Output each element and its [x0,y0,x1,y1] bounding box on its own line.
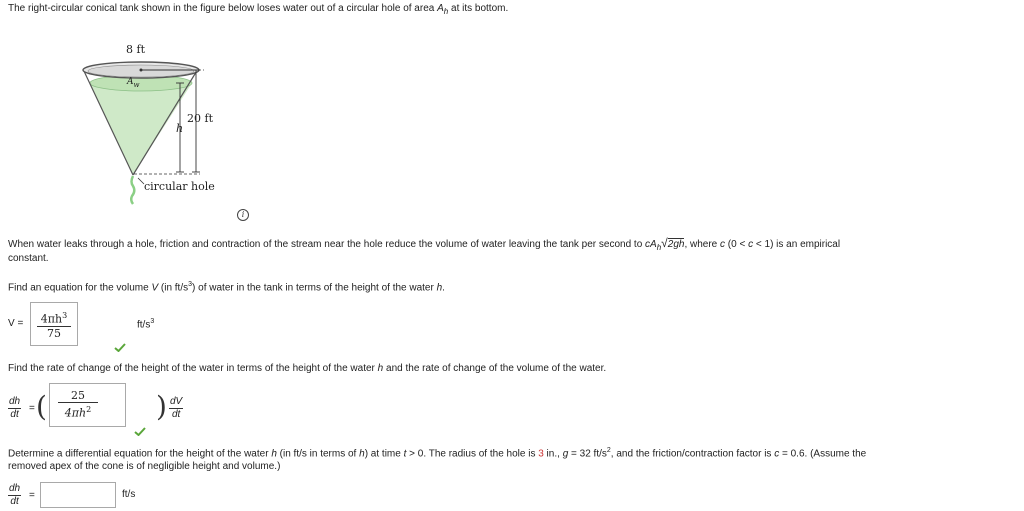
q3-var-h2: h [359,448,365,460]
intro-pre: The right-circular conical tank shown in the figure below loses water out of a circular hole of area [8,3,438,14]
intro-text [8,3,508,16]
q2-prompt [8,363,606,374]
leak-text [8,236,840,252]
q3-equals: = [29,490,35,501]
q3-lhs [8,483,21,508]
q2-answer-num: 25 [58,389,98,403]
q2-rhs [169,396,183,421]
q3-mid6: , and the friction/contraction factor is [610,448,775,460]
q3-var-g: g [562,448,569,460]
info-icon[interactable]: i [237,209,249,221]
leak-formula-sub: h [656,243,662,252]
q3-answer-input[interactable] [41,483,115,507]
q3-mid7: = 0.6. (Assume the [779,448,867,460]
figure-top-label: 8 ft [126,43,145,56]
q1-check-icon [114,343,126,352]
leak-post: , where [684,239,721,250]
q2-check-icon [134,427,146,436]
q3-pre: Determine a differential equation for the height of the water [8,448,272,460]
q1-prompt [8,281,445,293]
q1-var: V [151,282,159,294]
q3-var-h: h [271,448,277,460]
q3-mid2: ) at time [364,448,404,460]
intro-sub: h [443,7,449,16]
leak-cond-c2: c [748,239,754,250]
q1-answer-den: 75 [47,326,61,340]
q1-post-b: . [442,282,445,294]
q2-answer-den [58,403,98,420]
aw-sub: w [133,80,140,89]
q2-lhs [8,396,21,421]
aw-letter: A [127,77,134,87]
leak-formula-root: 2gh [667,239,685,250]
q2-lhs-frac [8,396,21,421]
q3-var-t: t [403,448,407,460]
q1-unit-sup2: 3 [150,318,155,325]
q3-prompt-line2: removed apex of the cone is of negligible height and volume.) [8,461,281,472]
leak-formula-c: cA [645,239,657,250]
q3-mid5: = 32 ft/s [568,448,607,460]
q2-rhs-frac [169,396,183,421]
q2-lhs-num: dh [9,396,21,407]
q3-mid4: in., [543,448,563,460]
q1-lhs: V = [8,318,24,329]
leak-cond: (0 < [725,239,749,250]
q1-answer-fraction [37,309,71,340]
q3-lhs-frac [8,483,21,508]
intro-var: A [437,3,444,14]
q3-lhs-num: dh [9,483,21,494]
rim-center-dot [140,69,143,72]
q1-answer-num-text: 4πh [40,312,63,326]
leak-stream [131,176,134,204]
q2-rhs-num: dV [170,396,183,407]
q2-answer-den-sup: 2 [86,405,92,414]
figure-hole-label: circular hole [144,180,215,193]
figure-h-label: h [176,122,184,135]
q1-unit-text: ft/s [137,319,151,331]
figure-height-label: 20 ft [187,112,213,125]
intro-post: at its bottom. [448,3,509,14]
q3-mid3: > 0. The radius of the hole is [406,448,539,460]
q1-unit-sup: 3 [188,281,193,288]
q3-lhs-den: dt [10,496,19,507]
q2-right-paren: ) [156,390,167,423]
q3-unit: ft/s [122,489,136,500]
q2-equals: = [29,403,35,414]
q3-prompt [8,447,866,459]
q1-answer-box[interactable] [30,302,78,346]
q2-pre: Find the rate of change of the height of the water in terms of the height of the water [8,363,378,374]
q1-unit [137,318,154,330]
q3-sup2: 2 [606,447,611,454]
q3-answer-box[interactable] [40,482,116,508]
leak-text-line2: constant. [8,253,49,264]
figure-aw-label [127,77,140,89]
q1-pre: Find an equation for the volume [8,282,152,294]
q2-left-paren: ( [36,390,47,423]
sqrt-sign: √ [661,236,668,250]
leak-cond-end: < 1) is an empirical [753,239,841,250]
q1-unit-mid: (in ft/s [158,282,189,294]
q2-rhs-den: dt [171,409,181,420]
q1-var2: h [436,282,443,294]
q1-answer-num-sup: 3 [62,311,68,320]
q2-answer-box[interactable] [49,383,126,427]
q1-post-a: ) of water in the tank in terms of the height of the water [192,282,437,294]
q2-lhs-den: dt [10,409,19,420]
q3-mid1: (in ft/s in terms of [276,448,360,460]
q2-post: and the rate of change of the volume of the water. [383,363,607,374]
q3-radius-value: 3 [538,448,544,460]
q2-answer-den-text: 4πh [64,406,87,420]
q3-var-c: c [774,448,780,460]
leak-pre: When water leaks through a hole, friction and contraction of the stream near the hole reduce the volume of water leaving the tank per second to [8,239,646,250]
q1-answer-num [37,309,71,327]
leak-cond-c: c [720,239,726,250]
q2-answer-fraction [58,389,98,420]
q2-var: h [377,363,384,374]
